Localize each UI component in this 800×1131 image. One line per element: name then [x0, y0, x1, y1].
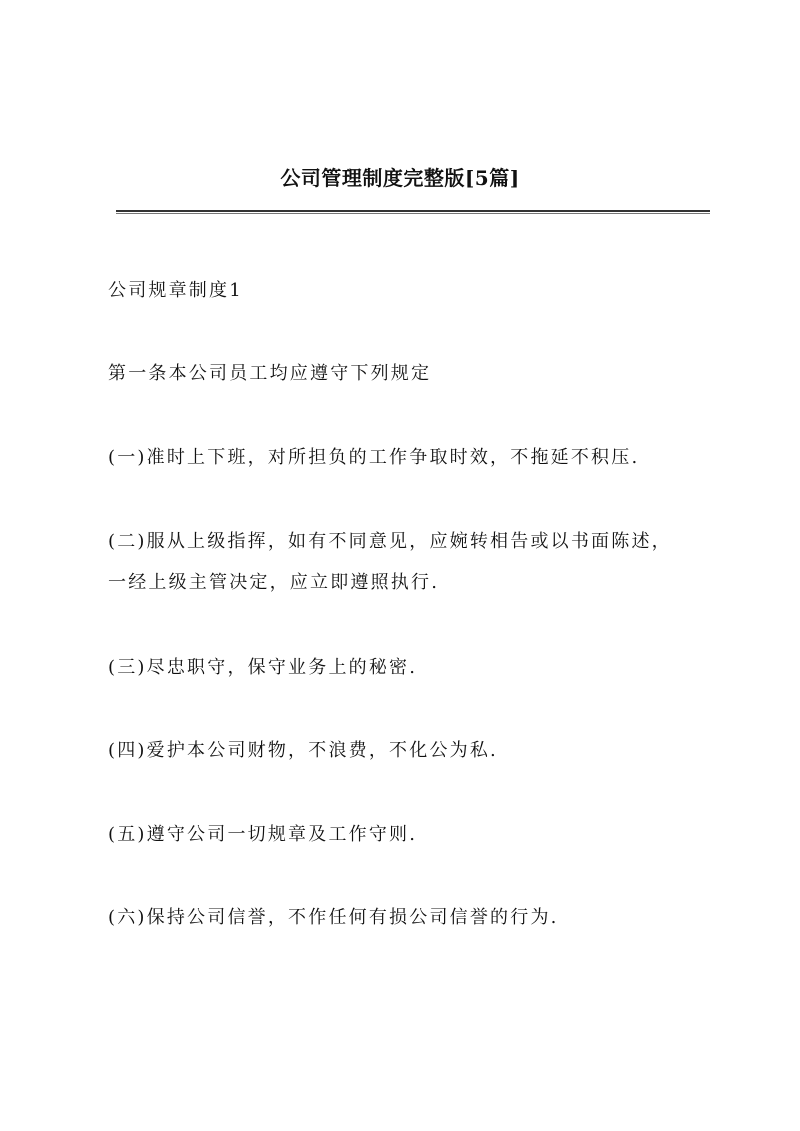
rule-item: (四)爱护本公司财物，不浪费，不化公为私.: [108, 740, 498, 761]
title-underline: [116, 210, 710, 214]
article-intro: 第一条本公司员工均应遵守下列规定: [108, 363, 432, 384]
rule-item: (五)遵守公司一切规章及工作守则.: [108, 824, 418, 845]
rule-item: (一)准时上下班，对所担负的工作争取时效，不拖延不积压.: [108, 447, 640, 468]
rule-item-continuation: 一经上级主管决定，应立即遵照执行.: [108, 572, 440, 593]
rule-item: (六)保持公司信誉，不作任何有损公司信誉的行为.: [108, 907, 559, 928]
rule-item: (二)服从上级指挥，如有不同意见，应婉转相告或以书面陈述，: [108, 531, 672, 552]
document-title: 公司管理制度完整版[5篇]: [280, 166, 520, 190]
section-heading: 公司规章制度1: [108, 280, 243, 301]
rule-item: (三)尽忠职守，保守业务上的秘密.: [108, 657, 418, 678]
